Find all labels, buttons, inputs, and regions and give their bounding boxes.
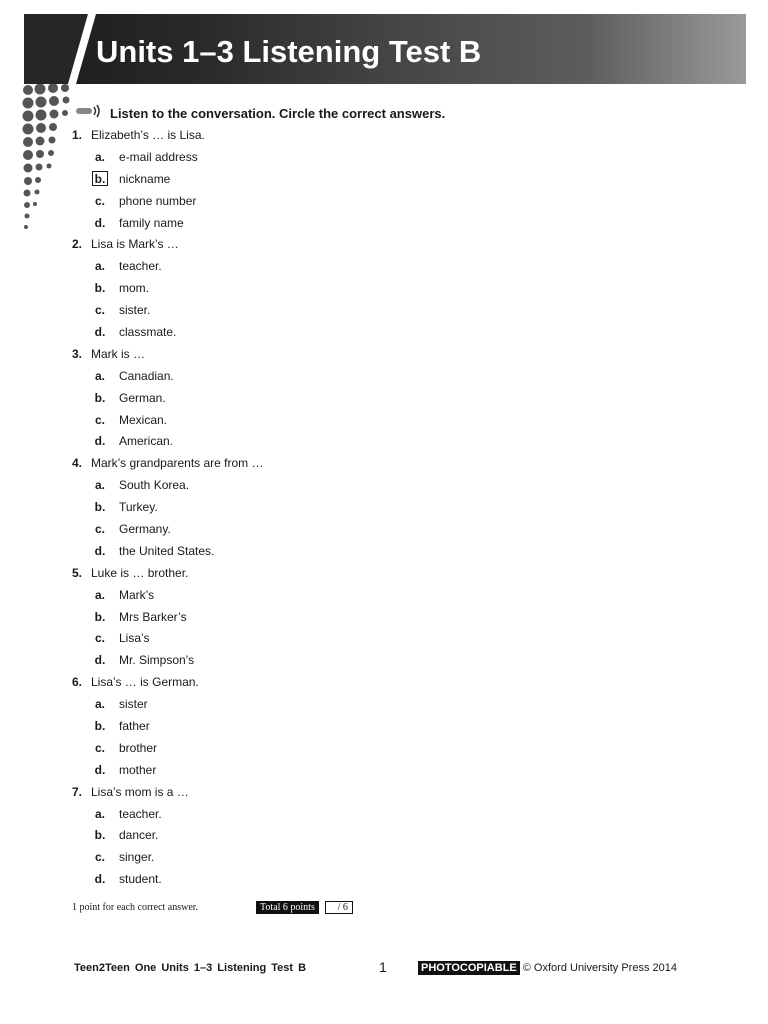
option-letter: c. [94,303,105,318]
option-letter: a. [94,368,105,383]
option-letter: d. [94,434,106,449]
answer-option[interactable] [72,868,732,890]
option-text: the United States. [119,543,215,558]
question-text: Mark’s grandparents are from … [91,456,264,471]
question-text: Luke is … brother. [91,565,189,580]
page-number: 1 [379,959,387,975]
answer-option[interactable] [72,715,732,737]
option-letter: a. [94,149,105,164]
question-text: Lisa’s … is German. [91,675,199,690]
question-2 [72,233,732,255]
option-letter: d. [94,215,106,230]
instruction [76,104,445,122]
answer-option[interactable] [72,430,732,452]
answer-option[interactable] [72,146,732,168]
option-letter: b. [94,390,106,405]
question-4 [72,452,732,474]
option-text: phone number [119,193,197,208]
option-letter-circled: b. [92,171,108,186]
question-6 [72,671,732,693]
option-text: German. [119,390,166,405]
answer-option[interactable] [72,606,732,628]
question-number: 7. [72,784,83,799]
question-number: 2. [72,237,83,252]
question-3 [72,343,732,365]
page-title: Units 1–3 Listening Test B [96,34,482,69]
option-letter: a. [94,259,105,274]
answer-option[interactable] [72,277,732,299]
question-text: Lisa is Mark’s … [91,237,179,252]
option-letter: b. [94,609,106,624]
option-letter: c. [94,521,105,536]
option-letter: d. [94,324,106,339]
option-letter: d. [94,543,106,558]
answer-option[interactable] [72,496,732,518]
option-letter: b. [94,828,106,843]
option-text: mom. [119,281,149,296]
option-text: brother [119,740,158,755]
question-text: Elizabeth’s … is Lisa. [91,127,205,142]
option-text: sister. [119,303,151,318]
option-letter: c. [94,850,105,865]
banner-diagonal-shape [24,14,96,86]
option-text: Mr. Simpson’s [119,653,195,668]
option-letter: a. [94,697,105,712]
footer-copyright [418,961,677,975]
answer-option[interactable] [72,299,732,321]
answer-option[interactable] [72,409,732,431]
option-text: teacher. [119,806,162,821]
question-number: 3. [72,346,83,361]
option-text: Mrs Barker’s [119,609,187,624]
answer-option[interactable] [72,540,732,562]
option-letter: a. [94,587,105,602]
option-letter: c. [94,740,105,755]
option-letter: b. [94,718,106,733]
answer-option[interactable] [72,627,732,649]
answer-option[interactable] [72,759,732,781]
question-number: 6. [72,675,83,690]
question-list [72,124,732,890]
option-text: student. [119,872,162,887]
option-text: e-mail address [119,149,198,164]
option-letter: d. [94,762,106,777]
answer-option[interactable] [72,474,732,496]
option-letter: b. [94,281,106,296]
option-text: sister [119,697,148,712]
option-letter: d. [94,872,106,887]
copyright-text: © Oxford University Press 2014 [522,962,677,974]
option-text: Lisa’s [119,631,150,646]
answer-option[interactable] [72,255,732,277]
option-letter: c. [94,193,105,208]
option-text: dancer. [119,828,159,843]
option-text: Canadian. [119,368,174,383]
answer-option[interactable] [72,846,732,868]
answer-option[interactable] [72,212,732,234]
question-5 [72,562,732,584]
decorative-dot-pattern [22,84,74,240]
footer-course-info: Teen2Teen One Units 1–3 Listening Test B [74,962,307,974]
option-text: South Korea. [119,478,190,493]
answer-option[interactable] [72,584,732,606]
points-note: 1 point for each correct answer. [72,902,199,913]
option-letter: c. [94,412,105,427]
option-text: Mexican. [119,412,168,427]
option-text: family name [119,215,184,230]
answer-option[interactable] [72,365,732,387]
option-letter: c. [94,631,105,646]
scoring-line [72,901,353,914]
score-box: / 6 [325,901,353,914]
instruction-text: Listen to the conversation. Circle the correct answers. [110,105,446,121]
answer-option[interactable] [72,168,732,190]
answer-option[interactable] [72,825,732,847]
total-points-badge: Total 6 points [256,901,319,914]
option-text: teacher. [119,259,162,274]
question-number: 5. [72,565,83,580]
answer-option[interactable] [72,803,732,825]
answer-option[interactable] [72,321,732,343]
audio-icon [76,104,102,123]
answer-option[interactable] [72,693,732,715]
option-letter: a. [94,478,105,493]
answer-option[interactable] [72,190,732,212]
option-text: father [119,718,150,733]
option-text: mother [119,762,157,777]
option-text: nickname [119,171,171,186]
question-1 [72,124,732,146]
question-number: 1. [72,127,83,142]
option-text: American. [119,434,174,449]
answer-option[interactable] [72,649,732,671]
option-letter: b. [94,500,106,515]
option-text: Turkey. [119,500,158,515]
question-text: Lisa’s mom is a … [91,784,189,799]
option-letter: d. [94,653,106,668]
answer-option[interactable] [72,387,732,409]
option-text: Mark’s [119,587,155,602]
question-7 [72,781,732,803]
option-text: singer. [119,850,155,865]
question-text: Mark is … [91,346,145,361]
question-number: 4. [72,456,83,471]
option-letter: a. [94,806,105,821]
answer-option[interactable] [72,737,732,759]
photocopiable-badge: PHOTOCOPIABLE [418,961,520,975]
option-text: classmate. [119,324,177,339]
option-text: Germany. [119,521,171,536]
answer-option[interactable] [72,518,732,540]
